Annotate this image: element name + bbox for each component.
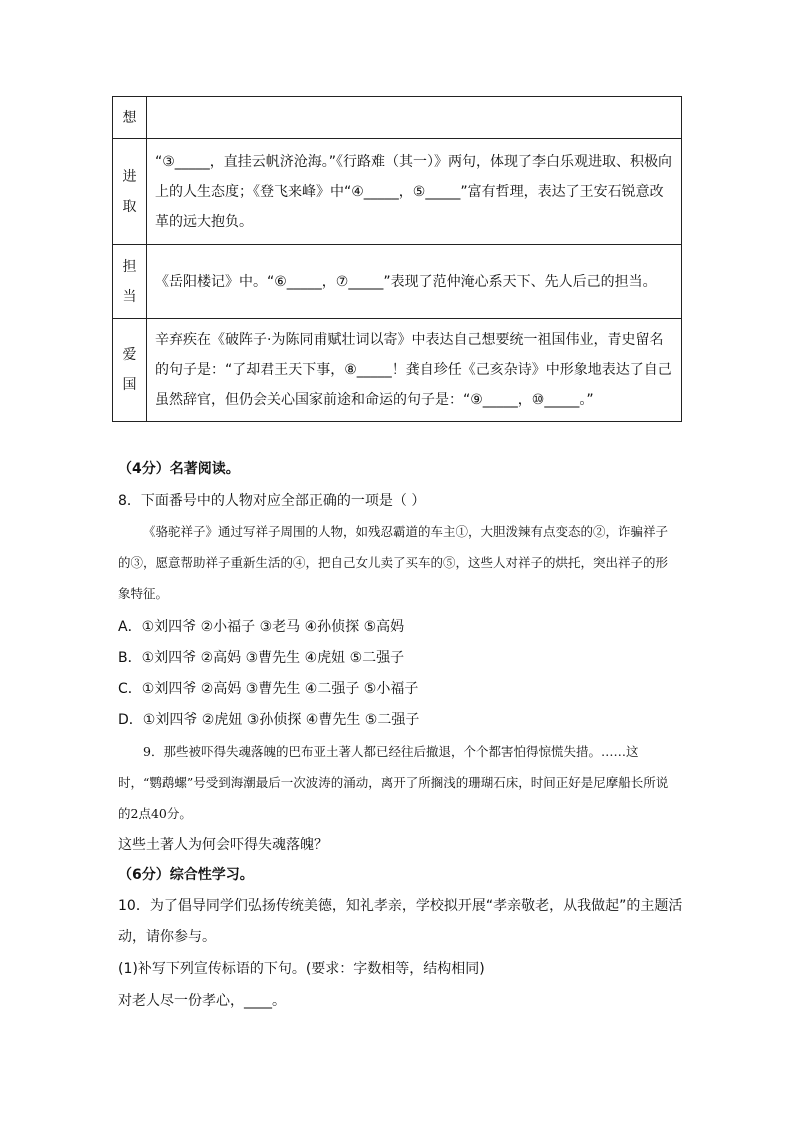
- category-cell: [113, 139, 147, 245]
- category-cell: [113, 245, 147, 319]
- poetry-table: [112, 96, 682, 422]
- question-10-sub-1: (1)补写下列宣传标语的下句。(要求：字数相等，结构相同): [118, 961, 485, 977]
- table-row: [113, 97, 682, 139]
- table-row: [113, 245, 682, 319]
- section-heading-comprehensive: （6分）综合性学习。: [118, 867, 254, 883]
- category-cell: [113, 319, 147, 422]
- category-char: 当: [122, 288, 137, 305]
- option-a: A．①刘四爷 ②小福子 ③老马 ④孙侦探 ⑤高妈: [118, 619, 405, 635]
- category-cell: [113, 97, 147, 139]
- option-d: D．①刘四爷 ②虎妞 ③孙侦探 ④曹先生 ⑤二强子: [118, 712, 420, 728]
- table-row: [113, 319, 682, 422]
- category-char: 担: [122, 258, 137, 275]
- content-cell: 《岳阳楼记》中。“⑥_____，⑦_____”表现了范仲淹心系天下、先人后己的担当。: [147, 245, 682, 319]
- question-10-line-2: 动，请你参与。: [118, 929, 216, 945]
- option-b: B．①刘四爷 ②高妈 ③曹先生 ④虎妞 ⑤二强子: [118, 650, 405, 666]
- content-cell: 辛弃疾在《破阵子·为陈同甫赋壮词以寄》中表达自己想要统一祖国伟业，青史留名的句子是：“了却君王天下事，⑧_____！龚自珍任《己亥杂诗》中形象地表达了自己虽然辞官，但仍会关心国家前途和命运的句子是：“⑨_____，⑩_____。”: [147, 319, 682, 422]
- question-8-passage: 《骆驼祥子》通过写祥子周围的人物，如残忍霸道的车主①，大胆泼辣有点变态的②，诈骗祥子的③，愿意帮助祥子重新生活的④，把自己女儿卖了买车的⑤，这些人对祥子的烘托，突出祥子的形象特征。: [118, 524, 669, 601]
- slogan-fill-blank: 对老人尽一份孝心，____。: [118, 993, 286, 1009]
- content-cell: [147, 97, 682, 139]
- category-char: 进: [122, 168, 137, 185]
- option-c: C．①刘四爷 ②高妈 ③曹先生 ④二强子 ⑤小福子: [118, 681, 419, 697]
- content-cell: “③_____，直挂云帆济沧海。”《行路难（其一）》两句，体现了李白乐观进取、积极向上的人生态度；《登飞来峰》中“④_____，⑤_____”富有哲理，表达了王安石锐意改革的远大抱负。: [147, 139, 682, 245]
- category-char: 爱: [122, 347, 137, 363]
- category-char: 取: [122, 198, 137, 215]
- question-9-passage: 9．那些被吓得失魂落魄的巴布亚土著人都已经往后撤退，个个都害怕得惊慌失措。……这时，“鹦鹉螺”号受到海潮最后一次波涛的涌动，离开了所搁浅的珊瑚石床，时间正好是尼摩船长所说的2点40分。: [118, 744, 669, 821]
- question-8-stem: 8．下面番号中的人物对应全部正确的一项是（ ）: [118, 493, 426, 509]
- table-row: [113, 139, 682, 245]
- section-heading-famous-books: （4分）名著阅读。: [118, 461, 240, 477]
- question-10-line-1: 10．为了倡导同学们弘扬传统美德，知礼孝亲，学校拟开展“孝亲敬老，从我做起”的主题活: [118, 898, 683, 914]
- category-char: 想: [122, 109, 137, 126]
- question-9-prompt: 这些土著人为何会吓得失魂落魄？: [118, 837, 328, 853]
- category-char: 国: [122, 377, 137, 393]
